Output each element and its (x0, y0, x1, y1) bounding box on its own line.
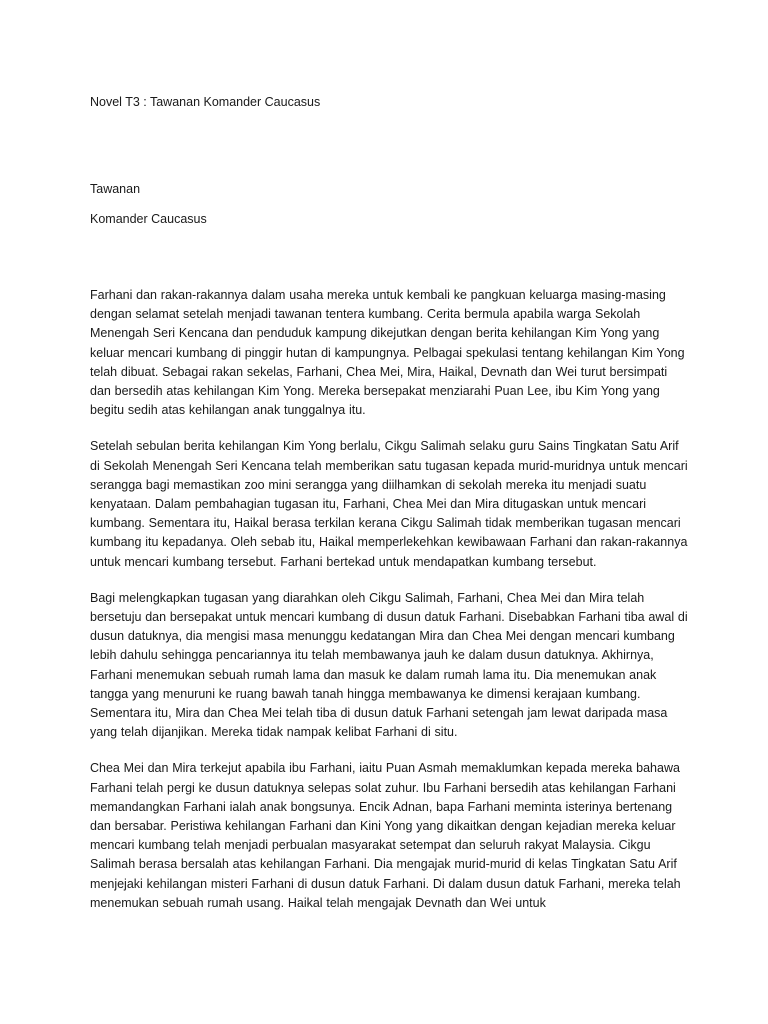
paragraph-3: Bagi melengkapkan tugasan yang diarahkan oleh Cikgu Salimah, Farhani, Chea Mei dan Mira telah bersetuju dan bersepakat untuk mencari kumbang di dusun datuk Farhani. Disebabkan Farhani tiba awal di dusun datuknya, dia mengisi masa menunggu kedatangan Mira dan Chea Mei dengan mencari kumbang lebih dahulu sehingga pencariannya itu telah membawanya jauh ke dalam dusun datuknya. Akhirnya, Farhani menemukan sebuah rumah lama dan masuk ke dalam rumah lama itu. Dia menemukan anak tangga yang menuruni ke ruang bawah tanah hingga membawanya ke dimensi kerajaan kumbang. Sementara itu, Mira dan Chea Mei telah tiba di dusun datuk Farhani setengah jam lewat daripada masa yang telah dijanjikan. Mereka tidak nampak kelibat Farhani di situ. (90, 590, 688, 740)
novel-title-line-2: Komander Caucasus (90, 212, 207, 226)
novel-title-line-1: Tawanan (90, 182, 141, 196)
paragraph-2: Setelah sebulan berita kehilangan Kim Yong berlalu, Cikgu Salimah selaku guru Sains Tingkatan Satu Arif di Sekolah Menengah Seri Kencana telah memberikan satu tugasan kepada murid-muridnya untuk mencari serangga bagi memastikan zoo mini serangga yang diilhamkan di sekolah mereka itu menjadi suatu kenyataan. Dalam pembahagian tugasan itu, Farhani, Chea Mei dan Mira ditugaskan untuk mencari kumbang. Sementara itu, Haikal berasa terkilan kerana Cikgu Salimah tidak memberikan tugasan mencari kumbang itu kepadanya. Oleh sebab itu, Haikal memperlekehkan kewibawaan Farhani dan rakan-rakannya untuk mencari kumbang tersebut. Farhani bertekad untuk mendapatkan kumbang tersebut. (90, 439, 688, 569)
document-body (90, 286, 690, 930)
paragraph-4: Chea Mei dan Mira terkejut apabila ibu Farhani, iaitu Puan Asmah memaklumkan kepada mereka bahawa Farhani telah pergi ke dusun datuknya selepas solat zuhur. Ibu Farhani bersedih atas kehilangan Farhani memandangkan Farhani ialah anak bongsunya. Encik Adnan, bapa Farhani meminta isterinya bertenang dan bersabar. Peristiwa kehilangan Farhani dan Kini Yong yang dikaitkan dengan kejadian mereka keluar mencari kumbang telah menjadi perbualan masyarakat setempat dan seluruh rakyat Malaysia. Cikgu Salimah berasa bersalah atas kehilangan Farhani. Dia mengajak murid-murid di kelas Tingkatan Satu Arif menjejaki kehilangan misteri Farhani di dusun datuk Farhani. Di dalam dusun datuk Farhani, mereka telah menemukan sebuah rumah usang. Haikal telah mengajak Devnath dan Wei untuk (90, 761, 681, 910)
paragraph-1: Farhani dan rakan-rakannya dalam usaha mereka untuk kembali ke pangkuan keluarga masing-masing dengan selamat setelah menjadi tawanan tentera kumbang. Cerita bermula apabila warga Sekolah Menengah Seri Kencana dan penduduk kampung dikejutkan dengan berita kehilangan Kim Yong yang keluar mencari kumbang di pinggir hutan di kampungnya. Pelbagai spekulasi tentang kehilangan Kim Yong telah dibuat. Sebagai rakan sekelas, Farhani, Chea Mei, Mira, Haikal, Devnath dan Wei turut bersimpati dan bersedih atas kehilangan Kim Yong. Mereka bersepakat menziarahi Puan Lee, ibu Kim Yong yang begitu sedih atas kehilangan anak tunggalnya itu. (90, 288, 685, 418)
document-title: Novel T3 : Tawanan Komander Caucasus (90, 95, 321, 109)
